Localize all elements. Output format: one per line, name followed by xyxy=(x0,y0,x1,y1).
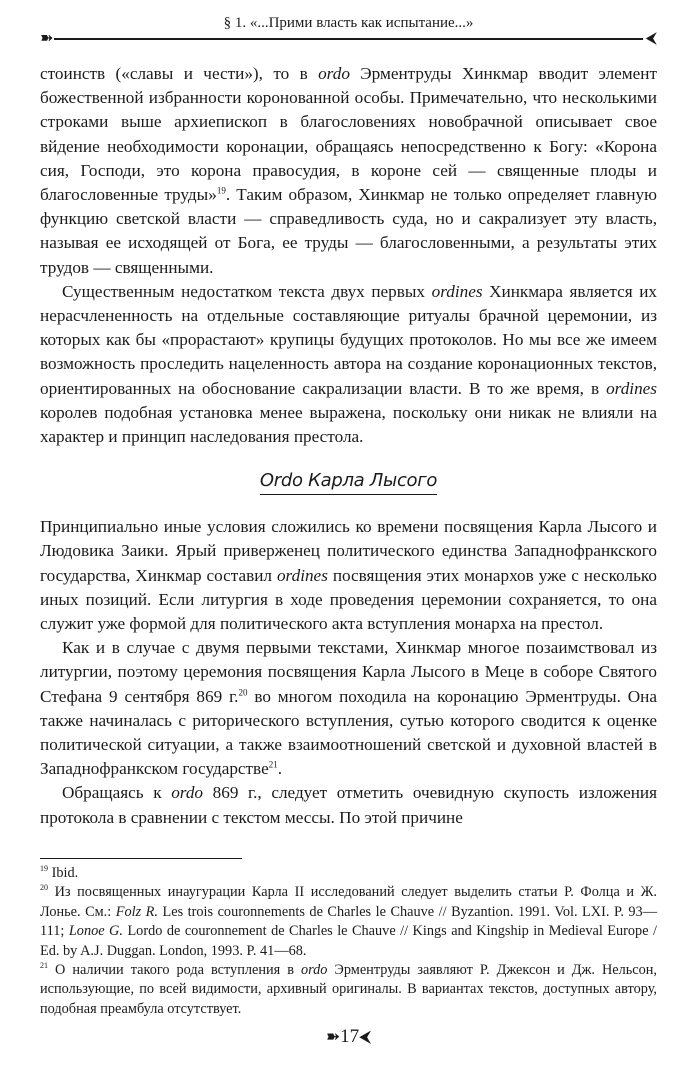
footnote-text: О наличии такого рода вступления в xyxy=(55,962,301,979)
ornament-right-icon: ⮜ xyxy=(645,30,657,47)
italic-term: ordines xyxy=(606,378,657,398)
text-run: . Таким образом, Хинкмар не только определяет главную функцию светской власти — справедливость суда, но и сакрализует эту власть, называя ее исходящей от Бога, ее труды — благословенными, а результаты этих трудов — священными. xyxy=(40,185,657,277)
ornament-left-icon: ➽ xyxy=(40,30,54,47)
footnote-ref-20: 20 xyxy=(238,686,248,697)
footnote-19 xyxy=(40,864,657,883)
footnote-separator xyxy=(40,858,242,859)
text-run: Принципиально иные условия сложились ко времени посвящения Карла Лысого и Людовика Заики. Ярый приверженец политического единства Западнофранкского государства, Хинкмар составил xyxy=(40,517,657,585)
page-header xyxy=(40,14,657,46)
footnote-ref-21: 21 xyxy=(268,759,278,770)
text-run: Обращаясь к xyxy=(62,783,172,803)
running-head: § 1. «...Прими власть как испытание...» xyxy=(223,15,474,31)
footnote-21 xyxy=(40,961,657,1019)
italic-term: ordines xyxy=(276,565,328,585)
text-run: во многом походила на коронацию Эрментруды. Она также начиналась с риторического вступления, сутью которого сводится к оценке политической ситуации, а также взаимоотношений светской и духовной властей в Западнофранкском государстве xyxy=(40,686,658,779)
footnote-text: Ibid. xyxy=(51,865,79,881)
footnote-ref-19: 19 xyxy=(216,185,226,196)
footnote-number: 21 xyxy=(40,961,48,971)
section-heading xyxy=(40,469,657,495)
paragraph-2 xyxy=(40,280,657,449)
header-rule xyxy=(54,38,643,40)
text-run: Эрментруды Хинкмар вводит элемент божественной избранности коронованной особы. Примечательно, что несколькими строками выше архиепископ в благословениях новобрачной описывает свое вйдение необходимости коронации, обращаясь непосредственно к Богу: «Корона сия, Господи, это корона правосудия, в короне сей — священные плоды и благословенные труды» xyxy=(40,64,657,205)
paragraph-1 xyxy=(40,62,657,280)
text-run: 869 г., следует отметить очевидную скупость изложения протокола в сравнении с текстом мессы. По этой причине xyxy=(40,783,658,827)
footnote-author: Folz R. xyxy=(115,903,158,920)
italic-term: ordines xyxy=(431,281,483,301)
paragraph-5 xyxy=(40,781,657,829)
footnote-text: Эрментруды заявляют Р. Джексон и Дж. Нельсон, использующие, по всей видимости, архивный оригиналы. В вариантах текстов, доступных автору, подобная преамбула отсутствует. xyxy=(40,962,658,1017)
italic-term: ordo xyxy=(171,783,204,803)
text-run: посвящения этих монархов уже с несколько иных позиций. Если литургия в ходе проведения церемонии сохраняется, то она служит уже формой для политического акта вступления монарха на престол. xyxy=(40,565,658,634)
text-run: . xyxy=(277,759,283,779)
page-number xyxy=(0,1026,697,1048)
page-ornament-left-icon: ➽ xyxy=(325,1027,341,1046)
page-ornament-right-icon: ⮜ xyxy=(359,1027,372,1046)
italic-term: ordo xyxy=(318,64,350,83)
text-run: стоинств («славы и чести»), то в xyxy=(40,64,319,83)
text-run: Существенным недостатком текста двух первых xyxy=(62,281,432,301)
section-title: Ordo Карла Лысого xyxy=(260,470,437,495)
text-run: королев подобная установка менее выражена, поскольку они никак не влияли на характер и принцип наследования престола. xyxy=(40,402,657,447)
main-text xyxy=(40,62,657,830)
paragraph-3 xyxy=(40,515,657,636)
text-run: Как и в случае с двумя первыми текстами, Хинкмар многое позаимствовал из литургии, поэтому церемония посвящения Карла Лысого в Меце в соборе Святого Стефана 9 сентября 869 г. xyxy=(40,638,657,706)
text-run: Хинкмара является их нерасчлененность на отдельные составляющие ритуалы брачной церемонии, из которых как бы «прорастают» крупицы будущих протоколов. Но мы все же имеем возможность проследить нацеленность автора на создание коронационных текстов, ориентированных на обоснование сакрализации власти. В то же время, в xyxy=(40,281,657,398)
italic-term: ordo xyxy=(300,962,328,979)
footnote-text: Lordo de couronnement de Charles le Chauve // Kings and Kingship in Medieval Europe / Ed. by A.J. Duggan. London, 1993. P. 41—68. xyxy=(40,923,658,959)
paragraph-4 xyxy=(40,636,657,781)
footnote-number: 19 xyxy=(40,864,48,874)
footnote-number: 20 xyxy=(40,883,48,893)
footnote-20 xyxy=(40,883,657,961)
footnote-text: Les trois couronnements de Charles le Chauve // Byzantion. 1991. Vol. LXI. P. 93—111; xyxy=(40,903,657,940)
page-number-value: 17 xyxy=(340,1026,360,1047)
footnotes xyxy=(40,864,657,1019)
footnote-text: Из посвященных инаугурации Карла II исследований следует выделить статьи Р. Фолца и Ж. Лонье. См.: xyxy=(40,884,657,920)
footnote-author: Lonoe G. xyxy=(68,923,123,940)
